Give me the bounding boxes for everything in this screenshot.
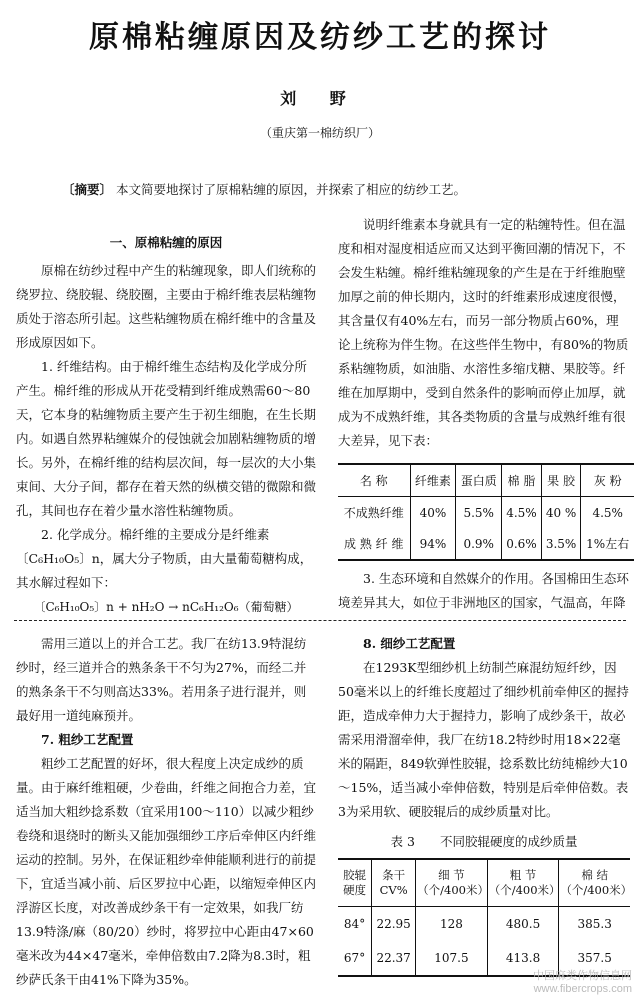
table-cell: 4.5% xyxy=(502,497,542,529)
section-heading-1: 一、原棉粘缠的原因 xyxy=(109,235,223,250)
table-cell: 1%左右 xyxy=(581,528,634,560)
table-3-caption: 表 3 不同胶辊硬度的成纱质量 xyxy=(390,834,578,849)
abstract-text: 本文简要地探讨了原棉粘缠的原因，并探索了相应的纺纱工艺。 xyxy=(116,182,467,197)
table-cell: 不成熟纤维 xyxy=(343,505,404,520)
paragraph: 说明纤维素本身就具有一定的粘缠特性。但在温度和相对湿度相适应而又达到平衡回潮的情况下，不会发生粘缠。棉纤维粘缠现象的产生是在于纤维胞壁加厚之前的伸长期内，这时的纤维素形成速度很慢，其含量仅有40%左右，而另一部分物质占60%，理论上统称为伴生物。在这些伴生物中，有80%的物质系粘缠物质，如油脂、水溶性多缩戊糖、果胶等。纤维在加厚期中，受到自然条件的影响而停止加厚，就成为不成熟纤维，其各类物质的含量与成熟纤维有很大差异，见下表： xyxy=(338,217,629,448)
yarn-quality-table xyxy=(338,858,633,977)
table-header-cell: 棉 结（个/400米） xyxy=(559,859,630,907)
table-cell: 94% xyxy=(410,528,456,560)
table-header-cell: 胶辊硬度 xyxy=(338,859,372,907)
table-cell: 22.37 xyxy=(372,941,416,976)
table-cell: 40% xyxy=(410,497,456,529)
table-header-cell: 条干CV% xyxy=(372,859,416,907)
author-affiliation: （重庆第一棉纺织厂） xyxy=(259,126,380,140)
paragraph: 在1293K型细纱机上纺制苎麻混纺短纤纱，因50毫米以上的纤维长度超过了细纱机前牵伸区的握持距，造成牵伸力大于握持力，影响了成纱条干，故必需采用滑溜牵伸，我厂在纺18.2特纱时用18×22毫米的隔距，849软弹性胶辊，捻系数比纺纯棉纱大10～15%，适当减小牵伸倍数，特别是后牵伸倍数。表3为采用软、硬胶辊后的成纱质量对比。 xyxy=(338,660,629,819)
table-cell: 0.6% xyxy=(502,528,542,560)
table-header-cell: 纤维素 xyxy=(410,464,456,497)
table-cell: 40 % xyxy=(541,497,581,529)
section-heading-7: 7. 粗纱工艺配置 xyxy=(41,732,134,747)
table-cell: 成 熟 纤 维 xyxy=(338,528,410,560)
section-heading-8: 8. 细纱工艺配置 xyxy=(363,636,456,651)
abstract xyxy=(62,180,466,198)
watermark-line-2: www.fibercrops.com xyxy=(533,983,632,995)
table-row xyxy=(338,907,630,942)
fiber-composition-table xyxy=(338,463,634,561)
paragraph: 粗纱工艺配置的好坏，很大程度上决定成纱的质量。由于麻纤维粗硬，少卷曲，纤维之间抱合力差，宜适当加大粗纱捻系数（宜采用100～110）以减少粗纱卷绕和退绕时的断头又能加强细纱工序后牵伸区内纤维运动的控制。另外，在保证粗纱牵伸能顺利进行的前提下，宜适当减小前、后区罗拉中心距，以缩短牵伸区内浮游区长度，对改善成纱条干有一定效果，如我厂纺13.9特涤/麻（80/20）纱时，将罗拉中心距由47×60毫米改为44×47毫米，牵伸倍数由7.2降为8.3时，粗纱萨氏条干由41%下降为35%。 xyxy=(16,756,317,987)
table-cell: 4.5% xyxy=(581,497,634,529)
table-cell: 5.5% xyxy=(456,497,502,529)
table-cell: 385.3 xyxy=(559,907,630,942)
table-cell: 357.5 xyxy=(559,941,630,976)
table-cell: 128 xyxy=(416,907,488,942)
hydrolysis-formula: 〔C₆H₁₀O₅〕n + nH₂O → nC₆H₁₂O₆（葡萄糖） xyxy=(33,600,299,614)
table-header-row xyxy=(338,859,630,907)
table-header-cell: 棉 脂 xyxy=(502,464,542,497)
paragraph: 1. 纤维结构。由于棉纤维生态结构及化学成分所产生。棉纤维的形成从开花受精到纤维成熟需60～80天，它本身的粘缠物质主要产生于初生细胞，在生长期内。如遇自然界粘缠媒介的侵蚀就会加剧粘缠物质的增长。另外，在棉纤维的结构层次间，每一层次的大小集束间、大分子间，都存在着天然的纵横交错的微隙和微孔，其间也存在着少量水溶性粘缠物质。 xyxy=(16,359,317,518)
table-header-cell: 果 胶 xyxy=(541,464,581,497)
table-cell: 480.5 xyxy=(487,907,559,942)
table-header-cell: 蛋白质 xyxy=(456,464,502,497)
paragraph: 原棉在纺纱过程中产生的粘缠现象，即人们统称的绕罗拉、绕胶辊、绕胶圈，主要由于棉纤维表层粘缠物质处于溶态所引起。这些粘缠物质在棉纤维中的含量及形成原因如下。 xyxy=(16,263,317,350)
table-header-row xyxy=(338,464,634,497)
table-cell: 84° xyxy=(343,917,366,931)
table-header-cell: 粗 节（个/400米） xyxy=(487,859,559,907)
table-cell: 413.8 xyxy=(487,941,559,976)
table-row xyxy=(338,497,634,529)
right-column-upper xyxy=(338,213,630,615)
table-cell: 67° xyxy=(338,941,372,976)
abstract-label: 〔摘要〕 xyxy=(62,182,113,197)
table-cell: 0.9% xyxy=(456,528,502,560)
table-header-cell: 细 节（个/400米） xyxy=(416,859,488,907)
paragraph: 需用三道以上的并合工艺。我厂在纺13.9特混纺纱时，经三道并合的熟条条干不匀为27%，而经二并的熟条条干不匀则高达33%。若用条子进行混并，则最好用一道纯麻预并。 xyxy=(16,636,307,723)
table-header-cell: 灰 粉 xyxy=(581,464,634,497)
table-cell: 3.5% xyxy=(541,528,581,560)
paragraph: 2. 化学成分。棉纤维的主要成分是纤维素〔C₆H₁₀O₅〕n，属大分子物质，由大量葡萄糖构成，其水解过程如下： xyxy=(16,527,313,590)
paragraph: 3. 生态环境和自然媒介的作用。各国棉田生态环境差异其大，如位于非洲地区的国家，气温高，年降 xyxy=(338,571,629,610)
watermark-line-1: 中国麻类作物信息网 xyxy=(533,970,632,982)
watermark xyxy=(533,970,632,996)
table-cell: 22.95 xyxy=(372,907,416,942)
table-row xyxy=(338,528,634,560)
author-name: 刘 野 xyxy=(280,89,360,108)
right-column-lower xyxy=(338,632,633,977)
section-divider xyxy=(14,620,626,621)
table-cell: 107.5 xyxy=(416,941,488,976)
left-column-upper xyxy=(16,231,316,619)
table-header-cell: 名 称 xyxy=(338,464,410,497)
article-title: 原棉粘缠原因及纺纱工艺的探讨 xyxy=(89,20,551,55)
left-column-lower xyxy=(16,632,316,992)
